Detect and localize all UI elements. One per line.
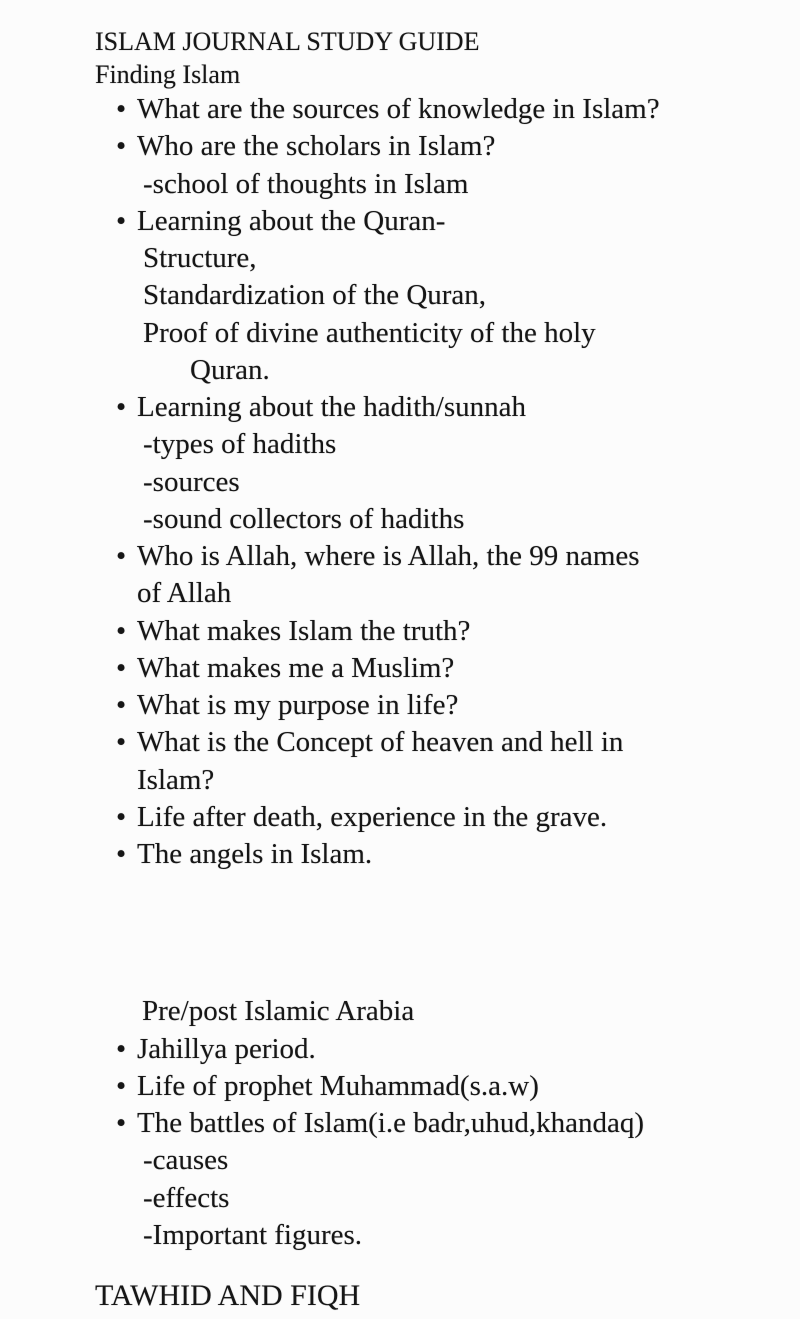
list-item xyxy=(0,724,800,761)
sub-item-indented: Quran. xyxy=(190,353,270,386)
footer-heading: TAWHID AND FIQH xyxy=(95,1279,361,1312)
blank-gap xyxy=(0,873,800,993)
list-item xyxy=(0,538,800,575)
continuation-line: Islam? xyxy=(137,763,215,796)
list-item xyxy=(0,389,800,426)
bullet-icon: • xyxy=(116,689,127,721)
sub-item: -school of thoughts in Islam xyxy=(143,167,469,200)
bullet-icon: • xyxy=(116,391,127,423)
sub-item: -effects xyxy=(143,1181,230,1214)
bullet-icon: • xyxy=(116,130,127,163)
bullet-icon: • xyxy=(116,93,127,125)
sub-item: -sources xyxy=(143,465,240,498)
sub-item: -causes xyxy=(143,1144,229,1177)
list-item xyxy=(0,128,800,165)
list-item xyxy=(0,799,800,836)
list-item-text: What is the Concept of heaven and hell in xyxy=(137,726,624,759)
bullet-icon: • xyxy=(116,651,127,684)
list-item-text: Who are the scholars in Islam? xyxy=(137,130,496,163)
bullet-icon: • xyxy=(116,726,127,759)
section-heading: Pre/post Islamic Arabia xyxy=(142,995,415,1028)
subtitle: Finding Islam xyxy=(95,60,241,89)
list-item-text: What is my purpose in life? xyxy=(137,689,459,721)
section-islamic-arabia xyxy=(0,993,800,1254)
list-item-text: The battles of Islam(i.e badr,uhud,khandaq) xyxy=(137,1107,644,1139)
sub-item: Standardization of the Quran, xyxy=(143,279,487,312)
sub-item: Structure, xyxy=(143,242,257,274)
list-item-text: The angels in Islam. xyxy=(137,838,373,870)
list-item xyxy=(0,613,800,650)
section-finding-islam xyxy=(0,91,800,873)
sub-item: -types of hadiths xyxy=(143,428,337,461)
list-item xyxy=(0,687,800,724)
bullet-icon: • xyxy=(116,1069,127,1102)
bullet-icon: • xyxy=(116,1032,127,1065)
bullet-icon: • xyxy=(116,204,127,237)
list-item xyxy=(0,1031,800,1068)
list-item-text: Life of prophet Muhammad(s.a.w) xyxy=(137,1069,539,1102)
bullet-icon: • xyxy=(116,614,127,647)
sub-item: -Important figures. xyxy=(143,1218,363,1251)
sub-item: Proof of divine authenticity of the holy xyxy=(143,316,596,349)
sub-item: -sound collectors of hadiths xyxy=(143,502,465,535)
bullet-icon: • xyxy=(116,838,127,870)
continuation-line: of Allah xyxy=(137,577,232,610)
page-title: ISLAM JOURNAL STUDY GUIDE xyxy=(95,27,480,56)
list-item xyxy=(0,650,800,687)
blank-gap xyxy=(0,1254,800,1277)
list-item-text: Who is Allah, where is Allah, the 99 names xyxy=(137,540,640,572)
list-item xyxy=(0,203,800,240)
list-item-text: Learning about the hadith/sunnah xyxy=(137,391,526,423)
list-item-text: What are the sources of knowledge in Islam? xyxy=(137,93,660,125)
list-item-text: Learning about the Quran- xyxy=(137,204,446,237)
bullet-icon: • xyxy=(116,540,127,572)
list-item-text: What makes me a Muslim? xyxy=(137,651,455,684)
list-item-text: What makes Islam the truth? xyxy=(137,614,471,647)
list-item xyxy=(0,91,800,128)
bullet-icon: • xyxy=(116,800,127,833)
list-item xyxy=(0,1068,800,1105)
list-item-text: Jahillya period. xyxy=(137,1032,316,1065)
list-item xyxy=(0,836,800,873)
bullet-icon: • xyxy=(116,1107,127,1139)
list-item-text: Life after death, experience in the grave. xyxy=(137,800,608,833)
list-item xyxy=(0,1105,800,1142)
